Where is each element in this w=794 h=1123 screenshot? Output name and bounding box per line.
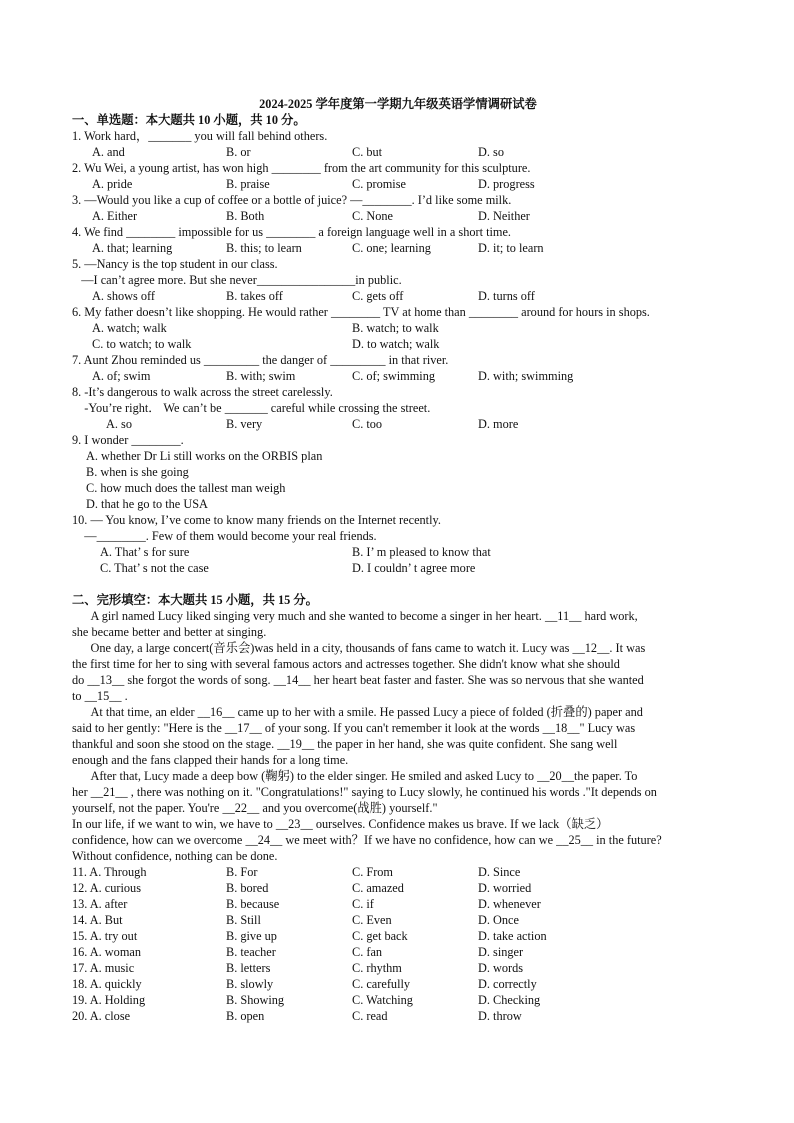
- option: C. one; learning: [352, 241, 431, 255]
- option: B. I’ m pleased to know that: [352, 545, 491, 559]
- option: B. give up: [226, 929, 277, 943]
- option: B. For: [226, 865, 258, 879]
- option: D. take action: [478, 929, 547, 943]
- option: C. if: [352, 897, 374, 911]
- cloze-option-row: [72, 896, 724, 912]
- passage-line: After that, Lucy made a deep bow (鞠躬) to the elder singer. He smiled and asked Lucy to __20__the paper. To: [72, 769, 638, 783]
- question-stem: -You’re right． We can’t be _______ careful while crossing the street.: [72, 401, 431, 415]
- option: B. letters: [226, 961, 271, 975]
- option: 16. A. woman: [72, 945, 141, 959]
- question-stem: 6. My father doesn’t like shopping. He would rather ________ TV at home than ________ around for hours in shops.: [72, 305, 650, 319]
- option: 15. A. try out: [72, 929, 138, 943]
- passage-line: One day, a large concert(音乐会)was held in a city, thousands of fans came to watch it. Lucy was __12__. It was: [72, 641, 646, 655]
- passage-line: A girl named Lucy liked singing very much and she wanted to become a singer in her heart. __11__ hard work,: [72, 609, 638, 623]
- option: B. teacher: [226, 945, 276, 959]
- question-stem: 5. —Nancy is the top student in our class.: [72, 257, 278, 271]
- option: C. Even: [352, 913, 392, 927]
- option: A. that; learning: [92, 241, 173, 255]
- option: C. get back: [352, 929, 408, 943]
- option: 13. A. after: [72, 897, 128, 911]
- option: B. Both: [226, 209, 265, 223]
- question-stem: 3. —Would you like a cup of coffee or a bottle of juice? —________. I’d like some milk.: [72, 193, 512, 207]
- option: A. whether Dr Li still works on the ORBIS plan: [86, 449, 323, 463]
- option: D. Checking: [478, 993, 541, 1007]
- option: 11. A. Through: [72, 865, 147, 879]
- section-1-questions: [72, 128, 724, 576]
- option: B. watch; to walk: [352, 321, 439, 335]
- option: 18. A. quickly: [72, 977, 142, 991]
- question-stem: 2. Wu Wei, a young artist, has won high ________ from the art community for this sculpture.: [72, 161, 531, 175]
- question-stem: —________. Few of them would become your real friends.: [72, 529, 377, 543]
- option: A. pride: [92, 177, 133, 191]
- passage-line: Without confidence, nothing can be done.: [72, 849, 278, 863]
- question-stem: 1. Work hard，_______ you will fall behind others.: [72, 129, 328, 143]
- section-1-heading: 一、单选题：本大题共 10 小题，共 10 分。: [72, 113, 306, 127]
- cloze-option-row: [72, 880, 724, 896]
- passage-line: enough and the fans clapped their hands for a long time.: [72, 753, 349, 767]
- option: C. of; swimming: [352, 369, 436, 383]
- question-stem: 10. — You know, I’ve come to know many friends on the Internet recently.: [72, 513, 441, 527]
- passage-line: In our life, if we want to win, we have to __23__ ourselves. Confidence makes us brave. If we lack（缺乏）: [72, 817, 609, 831]
- option: D. singer: [478, 945, 524, 959]
- question-stem: 9. I wonder ________.: [72, 433, 184, 447]
- option: B. very: [226, 417, 263, 431]
- exam-page: [72, 96, 724, 1024]
- option: C. Watching: [352, 993, 413, 1007]
- option: B. when is she going: [86, 465, 189, 479]
- option: 20. A. close: [72, 1009, 131, 1023]
- passage-line: to __15__ .: [72, 689, 128, 703]
- option: A. and: [92, 145, 125, 159]
- cloze-option-row: [72, 912, 724, 928]
- option: B. takes off: [226, 289, 283, 303]
- option: D. Since: [478, 865, 521, 879]
- option: B. Showing: [226, 993, 285, 1007]
- option: D. to watch; walk: [352, 337, 440, 351]
- option: C. too: [352, 417, 383, 431]
- question-stem: 7. Aunt Zhou reminded us _________ the danger of _________ in that river.: [72, 353, 449, 367]
- option: D. correctly: [478, 977, 537, 991]
- cloze-option-row: [72, 1008, 724, 1024]
- cloze-passage: [72, 608, 724, 864]
- question-stem: 4. We find ________ impossible for us ________ a foreign language well in a short time.: [72, 225, 512, 239]
- option: D. turns off: [478, 289, 535, 303]
- option: A. shows off: [92, 289, 155, 303]
- option: C. but: [352, 145, 383, 159]
- option: C. promise: [352, 177, 406, 191]
- option: C. carefully: [352, 977, 411, 991]
- option: 19. A. Holding: [72, 993, 146, 1007]
- cloze-options: [72, 864, 724, 1024]
- option: C. gets off: [352, 289, 404, 303]
- option: B. open: [226, 1009, 265, 1023]
- option: D. it; to learn: [478, 241, 544, 255]
- option: D. I couldn’ t agree more: [352, 561, 476, 575]
- option: B. bored: [226, 881, 269, 895]
- option: D. Once: [478, 913, 519, 927]
- cloze-option-row: [72, 960, 724, 976]
- option: A. watch; walk: [92, 321, 167, 335]
- option: D. words: [478, 961, 524, 975]
- option: C. fan: [352, 945, 383, 959]
- option: A. Either: [92, 209, 138, 223]
- option: D. Neither: [478, 209, 530, 223]
- option: C. amazed: [352, 881, 404, 895]
- passage-line: her __21__ , there was nothing on it. "Congratulations!" saying to Lucy slowly, he continued his words ."It depends on: [72, 785, 657, 799]
- passage-line: confidence, how can we overcome __24__ we meet with？If we have no confidence, how can we __25__ in the future?: [72, 833, 662, 847]
- option: 12. A. curious: [72, 881, 141, 895]
- option: C. That’ s not the case: [100, 561, 209, 575]
- option: C. rhythm: [352, 961, 402, 975]
- option: D. worried: [478, 881, 532, 895]
- passage-line: yourself, not the paper. You're __22__ and you overcome(战胜) yourself.": [72, 801, 438, 815]
- option: C. how much does the tallest man weigh: [86, 481, 286, 495]
- passage-line: thankful and soon she stood on the stage. __19__ the paper in her hand, she was quite confident. She sang well: [72, 737, 618, 751]
- passage-line: she became better and better at singing.: [72, 625, 267, 639]
- cloze-option-row: [72, 992, 724, 1008]
- option: D. progress: [478, 177, 535, 191]
- option: C. to watch; to walk: [92, 337, 192, 351]
- option: D. with; swimming: [478, 369, 574, 383]
- option: B. slowly: [226, 977, 274, 991]
- cloze-option-row: [72, 928, 724, 944]
- question-stem: 8. -It’s dangerous to walk across the street carelessly.: [72, 385, 333, 399]
- option: C. From: [352, 865, 393, 879]
- option: D. that he go to the USA: [86, 497, 208, 511]
- option: C. read: [352, 1009, 388, 1023]
- option: D. so: [478, 145, 504, 159]
- option: B. with; swim: [226, 369, 296, 383]
- option: A. of; swim: [92, 369, 151, 383]
- option: D. more: [478, 417, 519, 431]
- option: B. this; to learn: [226, 241, 302, 255]
- option: D. whenever: [478, 897, 541, 911]
- passage-line: the first time for her to sing with several famous actors and actresses together. She didn't know what she should: [72, 657, 620, 671]
- cloze-option-row: [72, 976, 724, 992]
- option: B. praise: [226, 177, 270, 191]
- passage-line: At that time, an elder __16__ came up to her with a smile. He passed Lucy a piece of folded (折叠的) paper and: [72, 705, 643, 719]
- cloze-option-row: [72, 944, 724, 960]
- section-gap: [72, 576, 724, 592]
- option: D. throw: [478, 1009, 522, 1023]
- option: 17. A. music: [72, 961, 135, 975]
- exam-title: 2024-2025 学年度第一学期九年级英语学情调研试卷: [259, 97, 537, 111]
- option: A. so: [106, 417, 132, 431]
- question-stem: —I can’t agree more. But she never________________in public.: [72, 273, 402, 287]
- option: C. None: [352, 209, 393, 223]
- passage-line: said to her gently: "Here is the __17__ of your song. If you can't remember it look at the words __18__" Lucy was: [72, 721, 636, 735]
- option: 14. A. But: [72, 913, 123, 927]
- passage-line: do __13__ she forgot the words of song. __14__ her heart beat faster and faster. She was so nervous that she wanted: [72, 673, 644, 687]
- option: A. That’ s for sure: [100, 545, 190, 559]
- section-2-heading: 二、完形填空：本大题共 15 小题，共 15 分。: [72, 593, 318, 607]
- option: B. because: [226, 897, 280, 911]
- cloze-option-row: [72, 864, 724, 880]
- option: B. Still: [226, 913, 261, 927]
- option: B. or: [226, 145, 251, 159]
